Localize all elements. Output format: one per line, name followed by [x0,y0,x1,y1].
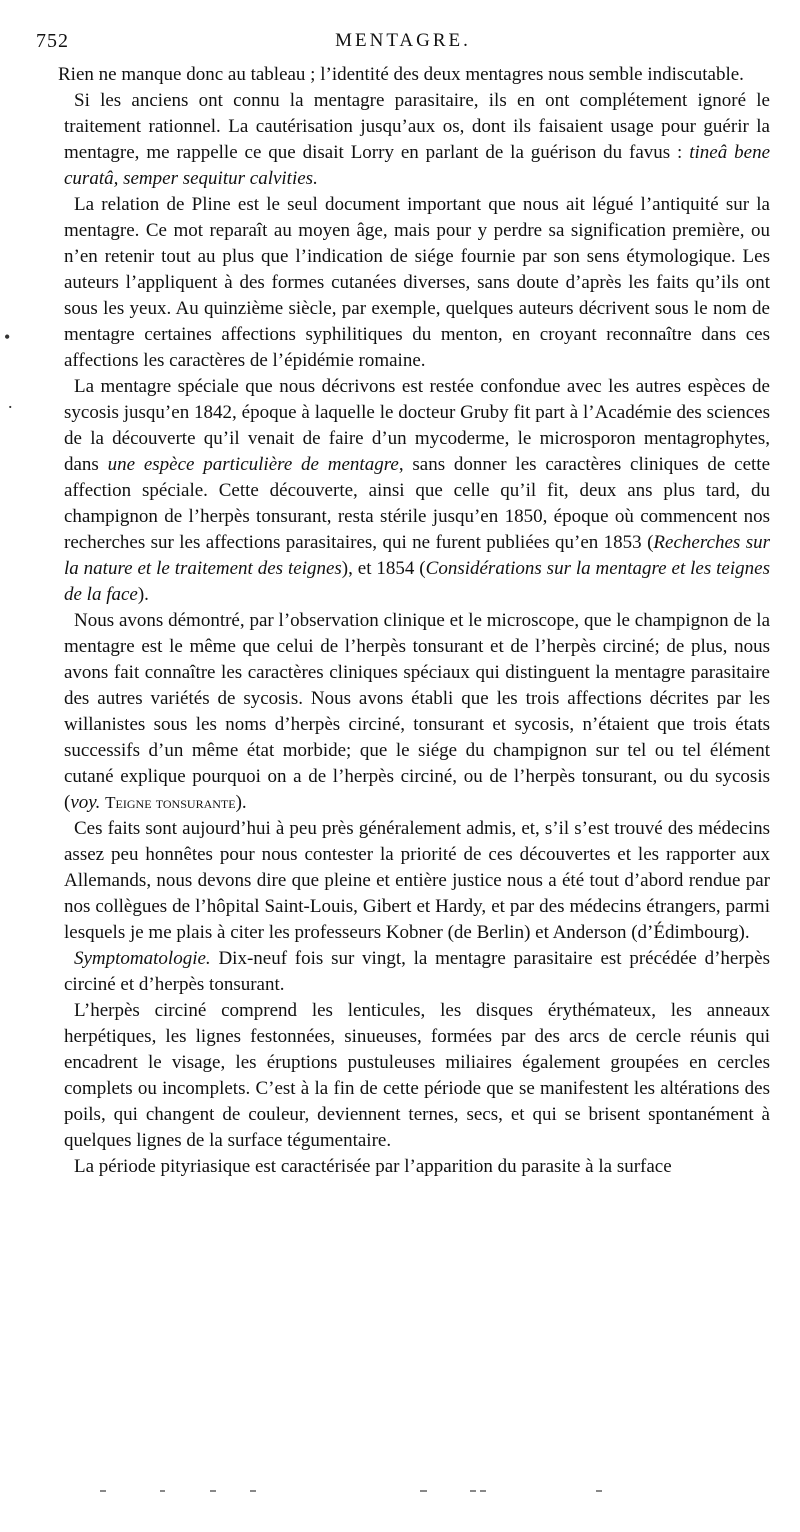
paragraph [58,62,770,88]
scan-mark [480,1490,486,1492]
latin-quote: tineâ bene curatâ, semper sequitur calvities. [64,142,771,189]
paragraph-text: La relation de Pline est le seul document important que nous ait légué l’antiquité sur la mentagre. Ce mot reparaît au moyen âge, mais pour y perdre sa signification première, ou n’en retenir tout au plus que l’indication de siége fournie par son sens étymologique. Les auteurs l’appliquent à des formes cutanées diverses, sans doute d’après les faits qu’ils ont sous les yeux. Au quinzième siècle, par exemple, quelques auteurs décrivent sous le nom de mentagre certaines affections syphilitiques du menton, en croyant reconnaître dans ces affections les caractères de l’épidémie romaine. [64,194,770,371]
paragraph-text: ), et 1854 ( [341,558,426,579]
page-number: 752 [36,30,69,52]
scan-mark [210,1490,216,1492]
publication-title: Recherches sur la nature et le traitement des teignes [64,532,770,579]
scan-mark [420,1490,427,1492]
page-body [58,62,771,1180]
paragraph-text: Si les anciens ont connu la mentagre parasitaire, ils en ont complétement ignoré le traitement rationnel. La cautérisation jusqu’aux os, dont ils faisaient usage pour guérir la mentagre, me rappelle ce que disait Lorry en parlant de la guérison du favus : [64,90,770,163]
paragraph-text: , sans donner les caractères cliniques de cette affection spéciale. Cette découverte, ainsi que celle qu’il fit, deux ans plus tard, du champignon de l’herpès tonsurant, resta stérile jusqu’en 1850, époque où commencent nos recherches sur les affections parasitaires, qui ne furent publiées qu’en 1853 ( [64,454,771,553]
footer-scan-marks [100,1490,620,1500]
scan-mark [100,1490,106,1492]
paragraph [64,998,770,1154]
scan-mark [470,1490,476,1492]
scan-mark [160,1490,165,1492]
paragraph [64,816,770,946]
publication-title: Considérations sur la mentagre et les teignes de la face [64,558,770,605]
paragraph-text: Dix-neuf fois sur vingt, la mentagre parasitaire est précédée d’herpès circiné et d’herpès tonsurant. [64,948,770,995]
paragraph [64,608,770,816]
paragraph-text: Nous avons démontré, par l’observation clinique et le microscope, que le champignon de la mentagre est le même que celui de l’herpès tonsurant et de l’herpès circiné; de plus, nous avons fait connaître les caractères cliniques spéciaux qui distinguent la mentagre parasitaire des autres variétés de sycosis. Nous avons établi que les trois affections décrites par les willanistes sous les noms d’herpès circiné, tonsurant et sycosis, n’étaient que trois états successifs d’un même état morbide; que le siége du champignon sur tel ou tel élément cutané explique pourquoi on a de l’herpès circiné, ou de l’herpès tonsurant, ou du sycosis ( [64,610,770,813]
margin-dot: • [4,327,11,347]
paragraph-text: La période pityriasique est caractérisée par l’apparition du parasite à la surface [74,1156,672,1177]
paragraph-text: La mentagre spéciale que nous décrivons est restée confondue avec les autres espèces de sycosis jusqu’en 1842, époque à laquelle le docteur Gruby fit part à l’Académie des sciences de la découverte qu’il venait de faire d’un mycoderme, le microsporon mentagrophytes, dans [64,376,770,475]
paragraph-text: L’herpès circiné comprend les lenticules, les disques érythémateux, les anneaux herpétiques, les lignes festonnées, sinueuses, formées par des arcs de cercle réunis qui encadrent le visage, les éruptions pustuleuses miliaires également groupées en cercles complets ou incomplets. C’est à la fin de cette période que se manifestent les altérations des poils, qui changent de couleur, deviennent ternes, secs, et qui se brisent spontanément à quelques lignes de la surface tégumentaire. [64,1000,770,1151]
scan-mark [596,1490,602,1492]
italic-phrase: une espèce particulière de mentagre [107,454,399,475]
scan-mark [250,1490,256,1492]
section-heading: Symptomatologie. [74,948,211,969]
paragraph-text: ). [137,584,149,605]
paragraph [64,192,770,374]
running-title: MENTAGRE. [335,30,471,51]
italic-abbrev: voy. [70,792,101,813]
paragraph [64,946,770,998]
paragraph [64,88,770,192]
paragraph [64,1154,770,1180]
paragraph-text: ). [235,792,247,813]
paragraph-text: Ces faits sont aujourd’hui à peu près généralement admis, et, s’il s’est trouvé des médecins assez peu honnêtes pour nous contester la priorité de ces découvertes et les rapporter aux Allemands, nous devons dire que pleine et entière justice nous a été tout d’abord rendue par nos collègues de l’hôpital Saint-Louis, Gibert et Hardy, et par des médecins étrangers, parmi lesquels je me plais à citer les professeurs Kobner (de Berlin) et Anderson (d’Édimbourg). [64,818,770,943]
margin-dot: . [8,392,13,412]
paragraph-text: Rien ne manque donc au tableau ; l’identité des deux mentagres nous semble indiscutable. [58,64,744,85]
cross-reference: Teigne tonsurante [105,793,236,812]
paragraph [64,374,770,608]
page-header [36,30,770,56]
